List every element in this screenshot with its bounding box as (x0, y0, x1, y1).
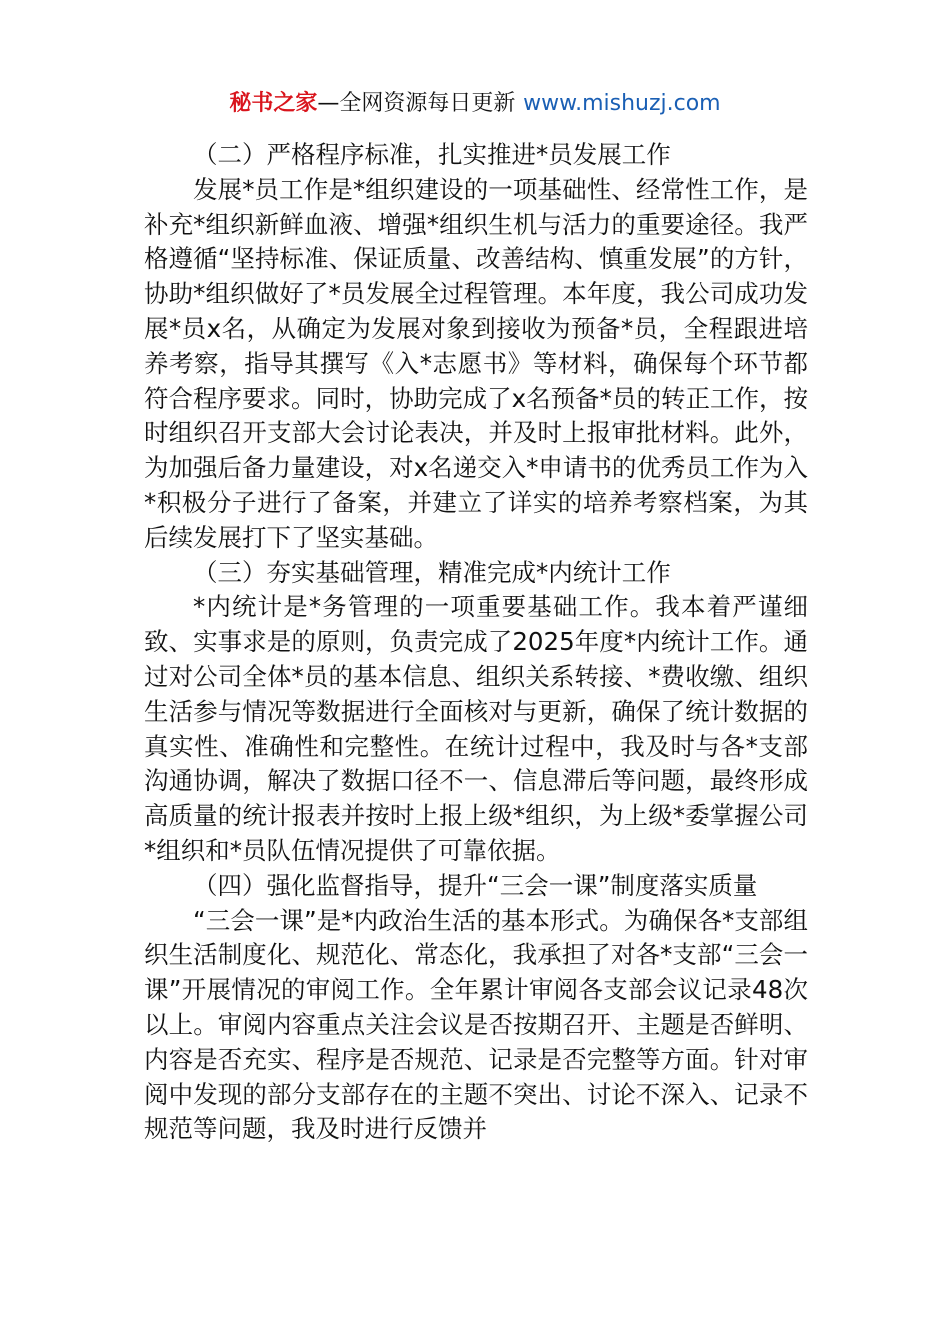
site-header (0, 88, 950, 120)
paragraph-party-statistics: *内统计是*务管理的一项重要基础工作。我本着严谨细致、实事求是的原则，负责完成了2025年度*内统计工作。通过对公司全体*员的基本信息、组织关系转接、*费收缴、组织生活参与情况等数据进行全面核对与更新，确保了统计数据的真实性、准确性和完整性。在统计过程中，我及时与各*支部沟通协调，解决了数据口径不一、信息滞后等问题，最终形成高质量的统计报表并按时上报上级*组织，为上级*委掌握公司*组织和*员队伍情况提供了可靠依据。 (144, 592, 808, 865)
paragraph-member-development: 发展*员工作是*组织建设的一项基础性、经常性工作，是补充*组织新鲜血液、增强*组织生机与活力的重要途径。我严格遵循“坚持标准、保证质量、改善结构、慎重发展”的方针，协助*组织做好了*员发展全过程管理。本年度，我公司成功发展*员x名，从确定为发展对象到接收为预备*员，全程跟进培养考察，指导其撰写《入*志愿书》等材料，确保每个环节都符合程序要求。同时，协助完成了x名预备*员的转正工作，按时组织召开支部大会讨论表决，并及时上报审批材料。此外，为加强后备力量建设，对x名递交入*申请书的优秀员工作为入*积极分子进行了备案，并建立了详实的培养考察档案，为其后续发展打下了坚实基础。 (144, 174, 808, 552)
paragraph-three-meetings: “三会一课”是*内政治生活的基本形式。为确保各*支部组织生活制度化、规范化、常态化，我承担了对各*支部“三会一课”开展情况的审阅工作。全年累计审阅各支部会议记录48次以上。审阅内容重点关注会议是否按期召开、主题是否鲜明、内容是否充实、程序是否规范、记录是否完整等方面。针对审阅中发现的部分支部存在的主题不突出、讨论不深入、记录不规范等问题，我及时进行反馈并 (144, 905, 808, 1144)
section-heading-2: （二）严格程序标准，扎实推进*员发展工作 (193, 140, 671, 169)
header-slogan: —全网资源每日更新 (317, 91, 516, 116)
document-body (144, 138, 808, 1147)
section-heading-3: （三）夯实基础管理，精准完成*内统计工作 (193, 557, 671, 587)
site-url[interactable]: www.mishuzj.com (523, 91, 721, 116)
brand-name: 秘书之家 (229, 91, 318, 116)
section-heading-4: （四）强化监督指导，提升“三会一课”制度落实质量 (193, 870, 758, 900)
